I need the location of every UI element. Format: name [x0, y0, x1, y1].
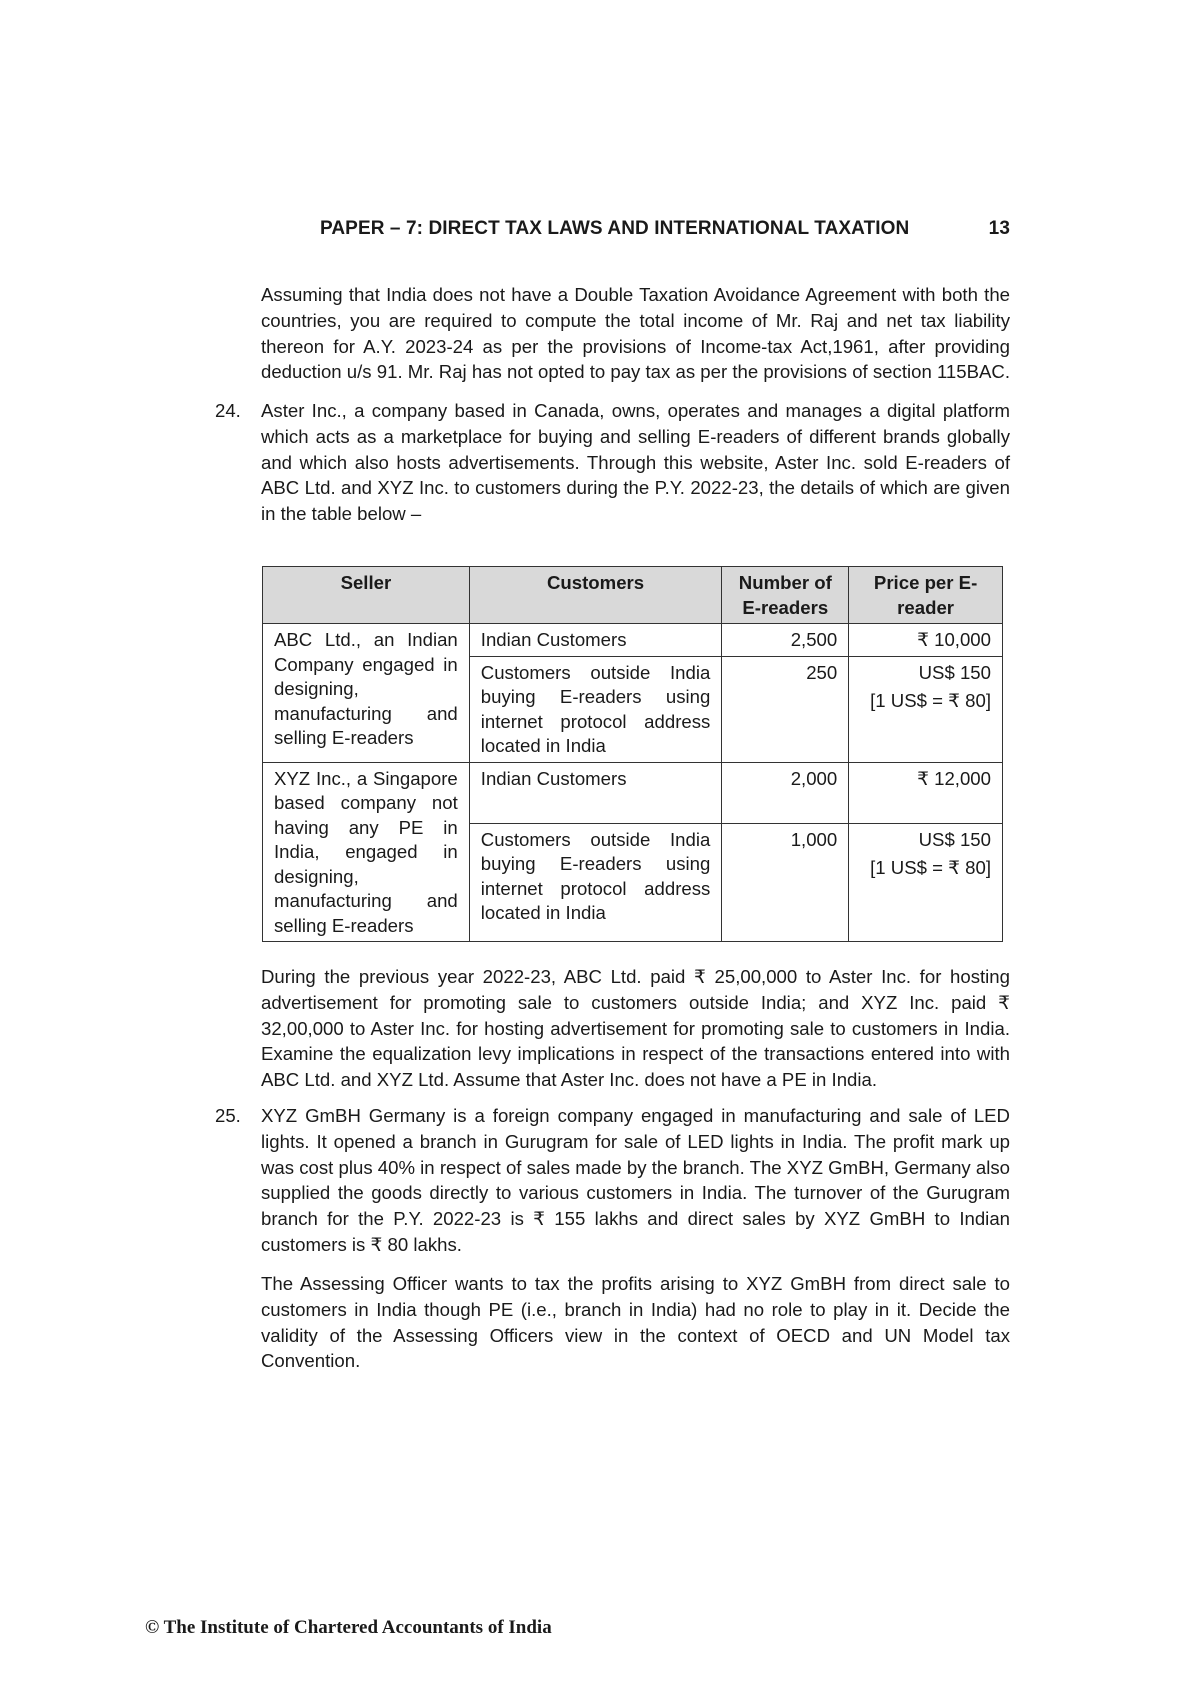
- copyright-footer: © The Institute of Chartered Accountants of India: [145, 1617, 552, 1638]
- number-cell: 2,000: [722, 762, 849, 823]
- price-cell: [849, 624, 1003, 657]
- price-value: US$ 150: [918, 828, 991, 850]
- table-row: [263, 762, 1003, 823]
- price-cell: [849, 823, 1003, 942]
- customers-cell: Indian Customers: [469, 624, 722, 657]
- price-value: US$ 150: [918, 661, 991, 683]
- question-24-text: Aster Inc., a company based in Canada, owns, operates and manages a digital platform which acts as a marketplace for buying and selling E-readers of different brands globally and which also hosts advertisements. Through this website, Aster Inc. sold E-readers of ABC Ltd. and XYZ Inc. to customers during the P.Y. 2022-23, the details of which are given in the table below –: [261, 400, 1010, 525]
- seller-cell: XYZ Inc., a Singapore based company not having any PE in India, engaged in designing, manufacturing and selling E-readers: [263, 762, 470, 942]
- customers-cell: Indian Customers: [469, 762, 722, 823]
- number-cell: 1,000: [722, 823, 849, 942]
- page-header: [320, 218, 1010, 242]
- header-seller: Seller: [263, 567, 470, 624]
- e-reader-sales-table: [262, 566, 1003, 942]
- question-25-text-2: The Assessing Officer wants to tax the profits arising to XYZ GmBH from direct sale to customers in India though PE (i.e., branch in India) had no role to play in it. Decide the validity of the Assessing Officers view in the context of OECD and UN Model tax Convention.: [261, 1273, 1010, 1372]
- seller-cell: ABC Ltd., an Indian Company engaged in designing, manufacturing and selling E-readers: [263, 624, 470, 763]
- table-header-row: [263, 567, 1003, 624]
- question-24-followup: During the previous year 2022-23, ABC Ltd. paid ₹ 25,00,000 to Aster Inc. for hosting advertisement for promoting sale to customers outside India; and XYZ Inc. paid ₹ 32,00,000 to Aster Inc. for hosting advertisement for promoting sale to customers in India. Examine the equalization levy implications in respect of the transactions entered into with ABC Ltd. and XYZ Ltd. Assume that Aster Inc. does not have a PE in India.: [261, 966, 1010, 1091]
- price-value: ₹ 12,000: [917, 767, 991, 789]
- price-value: ₹ 10,000: [917, 629, 991, 650]
- exchange-rate: [1 US$ = ₹ 80]: [870, 690, 991, 711]
- intro-paragraph: Assuming that India does not have a Double Taxation Avoidance Agreement with both the countries, you are required to compute the total income of Mr. Raj and net tax liability thereon for A.Y. 2023-24 as per the provisions of Income-tax Act,1961, after providing deduction u/s 91. Mr. Raj has not opted to pay tax as per the provisions of section 115BAC.: [261, 284, 1011, 383]
- customers-cell: Customers outside India buying E-readers using internet protocol address located in India: [469, 823, 722, 942]
- customers-cell: Customers outside India buying E-readers using internet protocol address located in India: [469, 656, 722, 762]
- number-cell: 250: [722, 656, 849, 762]
- price-cell: [849, 762, 1003, 823]
- price-cell: [849, 656, 1003, 762]
- question-24-number: 24.: [215, 400, 241, 421]
- table-row: [263, 624, 1003, 657]
- page-number: 13: [988, 218, 1010, 239]
- question-25-text: XYZ GmBH Germany is a foreign company engaged in manufacturing and sale of LED lights. It opened a branch in Gurugram for sale of LED lights in India. The profit mark up was cost plus 40% in respect of sales made by the branch. The XYZ GmBH, Germany also supplied the goods directly to various customers in India. The turnover of the Gurugram branch for the P.Y. 2022-23 is ₹ 155 lakhs and direct sales by XYZ GmBH to Indian customers is ₹ 80 lakhs.: [261, 1105, 1010, 1255]
- header-customers: Customers: [469, 567, 722, 624]
- question-25-number: 25.: [215, 1105, 241, 1126]
- number-cell: 2,500: [722, 624, 849, 657]
- exchange-rate: [1 US$ = ₹ 80]: [870, 857, 991, 878]
- paper-title: PAPER – 7: DIRECT TAX LAWS AND INTERNATIONAL TAXATION: [320, 218, 910, 239]
- header-number-of-e-readers: Number of E-readers: [722, 567, 849, 624]
- header-price-per-e-reader: Price per E-reader: [849, 567, 1003, 624]
